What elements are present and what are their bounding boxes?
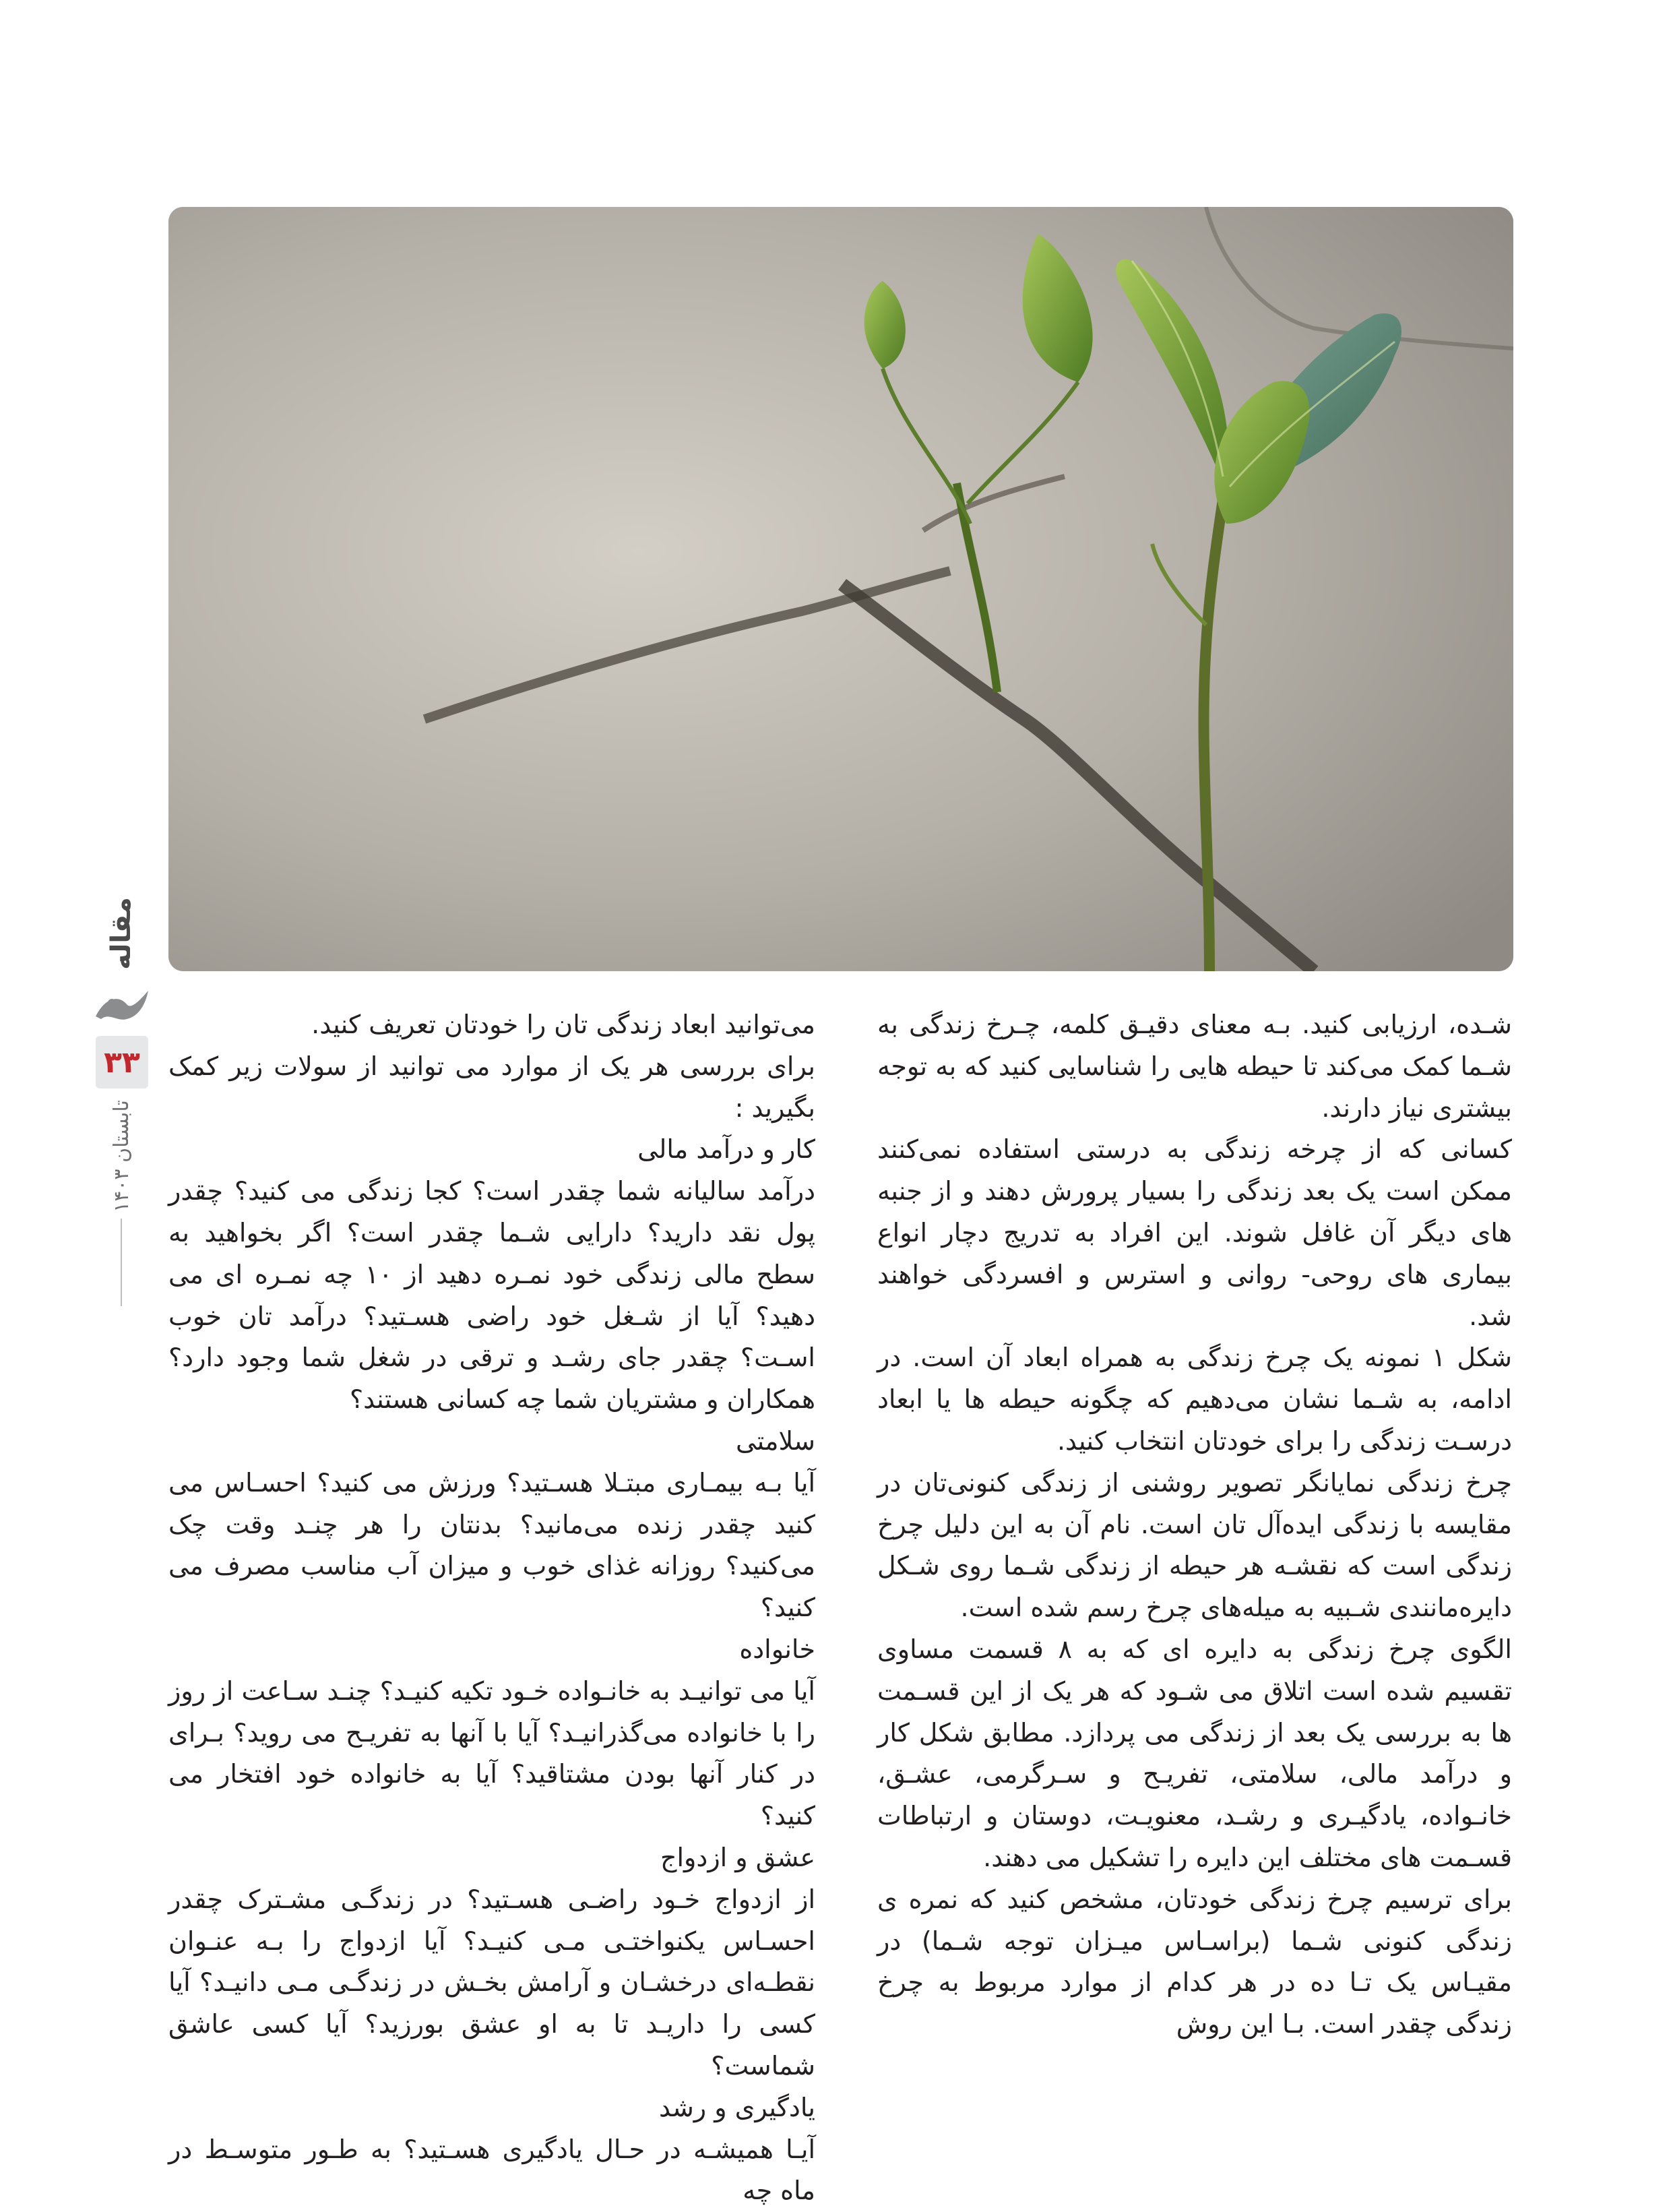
section-label: مقاله: [105, 897, 137, 970]
seedling-illustration: [168, 207, 1513, 971]
magazine-logo: [92, 977, 152, 1031]
subheading: خانواده: [739, 1634, 815, 1664]
subheading: سلامتی: [735, 1425, 815, 1456]
paragraph: برای ترسیم چرخ زندگی خودتان، مشخص کنید که نمره ی زندگی کنونی شـما (براسـاس میـزان توجه شـما) در مقیـاس یک تـا ده در هر کدام از موارد مربوط به چرخ زندگی چقدر است. بـا این روش: [877, 1884, 1512, 2039]
subheading: عشق و ازدواج: [660, 1842, 815, 1872]
paragraph: الگوی چرخ زندگی به دایره ای که به ۸ قسمت مساوی تقسیم شده است اتلاق می شـود که هر یک از این قسـمت ها به بررسی یک بعد از زندگی می پردازد. مطابق شکل کار و درآمد مالی، سلامتی، تفریـح و سـرگرمی، عشـق، خانـواده، یادگیـری و رشـد، معنویـت، دوستان و ارتباطات قسـمت های مختلف این دایره را تشکیل می دهند.: [877, 1634, 1512, 1872]
article-column-right: [877, 1004, 1512, 2046]
paragraph: شکل ۱ نمونه یک چرخ زندگی به همراه ابعاد آن است. در ادامه، به شـما نشان می‌دهیم که چگونه حیطه ها یا ابعاد درسـت زندگی را برای خودتان انتخاب کنید.: [877, 1343, 1513, 1456]
paragraph: آیا می توانیـد به خانـواده خـود تکیه کنیـد؟ چنـد سـاعت از روز را با خانواده می‌گذرانیـد؟ آیا با آنها به تفریـح می روید؟ بـرای در کنار آنها بودن مشتاقید؟ آیا به خانواده خود افتخار می کنید؟: [168, 1676, 815, 1831]
sidebar: [81, 896, 162, 1233]
page-number: ۳۳: [96, 1036, 148, 1088]
paragraph: آیا بـه بیمـاری مبتـلا هسـتید؟ ورزش می کنید؟ احسـاس می کنید چقدر زنده می‌مانید؟ بدنتان را هر چنـد وقت چک می‌کنید؟ روزانه غذای خوب و میزان آب مناسب مصرف می کنید؟: [168, 1467, 815, 1623]
subheading: کار و درآمد مالی: [637, 1134, 815, 1165]
paragraph: برای بررسی هر یک از موارد می توانید از سولات زیر کمک بگیرید :: [168, 1051, 815, 1123]
paragraph: می‌توانید ابعاد زندگی تان را خودتان تعریف کنید.: [311, 1010, 815, 1039]
subheading: یادگیری و رشد: [659, 2092, 815, 2122]
paragraph: چرخ زندگی نمایانگر تصویر روشنی از زندگی کنونی‌تان در مقایسه با زندگی ایده‌آل تان است. نام آن به این دلیل چرخ زندگی است که نقشـه هر حیطه از زندگی شـما روی شـکل دایره‌مانندی شـبیه به میله‌های چرخ رسم شده است.: [877, 1467, 1512, 1623]
article-column-left: [168, 1004, 815, 2212]
paragraph: درآمد سالیانه شما چقدر است؟ کجا زندگی می کنید؟ چقدر پول نقد دارید؟ دارایی شـما چقدر است؟ اگر بخواهید به سطح مالی زندگی خود نمـره دهید از ۱۰ چه نمـره ای می دهید؟ آیا از شـغل خود راضی هسـتید؟ درآمد تان خوب اسـت؟ چقدر جای رشـد و ترقی در شغل شما وجود دارد؟ همکاران و مشتریان شما چه کسانی هستند؟: [168, 1176, 816, 1415]
paragraph: از ازدواج خـود راضـی هسـتید؟ در زندگـی مشـترک چقدر احسـاس یکنواختـی مـی کنیـد؟ آیا ازدواج را بـه عنـوان نقطـه‌ای درخشـان و آرامش بخـش در زندگـی مـی دانیـد؟ آیا کسی را داریـد تا به او عشق بورزید؟ آیا کسی عاشق شماست؟: [168, 1884, 815, 2081]
issue-date: تابستان ۱۴۰۳: [109, 1099, 133, 1212]
paragraph: کسانی که از چرخه زندگی به درستی استفاده نمی‌کنند ممکن است یک بعد زندگی را بسیار پرورش دهند و از جنبه های دیگر آن غافل شوند. این افراد به تدریج دچار انواع بیماری های روحی- روانی و استرس و افسردگی خواهند شد.: [877, 1134, 1512, 1331]
paragraph: شـده، ارزیابی کنید. بـه معنای دقیـق کلمه، چـرخ زندگی به شـما کمک می‌کند تا حیطه هایی را شناسایی کنید که به توجه بیشتری نیاز دارند.: [877, 1010, 1512, 1123]
paragraph: آیـا همیشـه در حـال یادگیری هسـتید؟ به طـور متوسـط در ماه چه: [168, 2134, 815, 2206]
sidebar-divider: [121, 1219, 122, 1306]
hero-image: [168, 207, 1513, 971]
